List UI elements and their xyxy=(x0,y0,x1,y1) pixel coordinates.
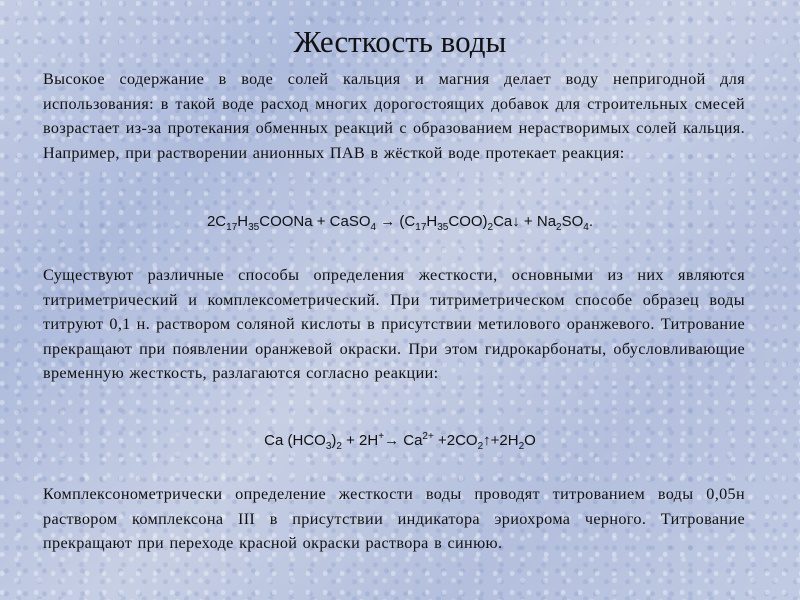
formula-subscript: 3 xyxy=(325,441,332,452)
formula-text: + 2H xyxy=(341,432,379,449)
formula-text: ) xyxy=(331,432,337,449)
reaction-formula-surfactant xyxy=(0,211,800,233)
formula-text: O xyxy=(524,432,536,449)
paragraph-determination-methods: Существуют различные способы определения жесткости, основными из них являются титриметрический и комплексометрический. При титриметрическом способе образец воды титруют 0,1 н. раствором соляной кислоты в присутствии метилового оранжевого. Титрование прекращают при появлении оранжевой окраски. При этом гидрокарбонаты, обусловливающие временную жесткость, разлагаются согласно реакции: xyxy=(43,266,745,382)
formula-subscript: 4 xyxy=(370,222,377,233)
formula-subscript: 17 xyxy=(226,222,238,233)
formula-text: Ca (HCO xyxy=(264,432,326,449)
formula-subscript: 2 xyxy=(477,441,484,452)
formula-subscript: 2 xyxy=(336,441,342,452)
formula-superscript: 2+ xyxy=(422,431,434,442)
formula-text: 2C xyxy=(206,213,227,230)
formula-text: COONa + CaSO xyxy=(259,213,371,230)
formula-text: H xyxy=(237,213,249,230)
formula-superscript: + xyxy=(378,431,385,442)
formula-text: ↑+2H xyxy=(483,432,519,449)
paragraph-hardness-problem: Высокое содержание в воде солей кальция и магния делает воду непригодной для использования: в такой воде расход многих дорогостоящих добавок для строительных смесей возрастает из-за протекания обменных реакций с образованием нерастворимых солей кальция. Например, при растворении анионных ПАВ в жёсткой воде протекает реакция: xyxy=(43,70,745,162)
formula-text: → (C xyxy=(376,213,416,230)
formula-text: . xyxy=(588,213,594,230)
formula-subscript: 4 xyxy=(583,222,589,233)
formula-text: COO) xyxy=(448,213,488,230)
formula-subscript: 2 xyxy=(487,222,494,233)
formula-text: Ca↓ + Na xyxy=(493,213,557,230)
paragraph-complexometric-method: Комплексонометрически определение жесткости воды проводят титрованием воды 0,05н раствором комплексона III в присутствии индикатора эриохрома черного. Титрование прекращают при переходе красной окраски раствора в синюю. xyxy=(43,485,745,552)
formula-subscript: 35 xyxy=(437,222,449,233)
formula-subscript: 2 xyxy=(556,222,562,233)
formula-subscript: 35 xyxy=(248,222,260,233)
formula-text: SO xyxy=(561,213,584,230)
formula-text: → Ca xyxy=(384,432,423,449)
formula-subscript: 2 xyxy=(518,441,525,452)
slide-title: Жесткость воды xyxy=(293,24,507,59)
reaction-formula-bicarbonate xyxy=(0,430,800,452)
formula-text: +2CO xyxy=(433,432,478,449)
formula-text: H xyxy=(426,213,438,230)
formula-subscript: 17 xyxy=(415,222,427,233)
